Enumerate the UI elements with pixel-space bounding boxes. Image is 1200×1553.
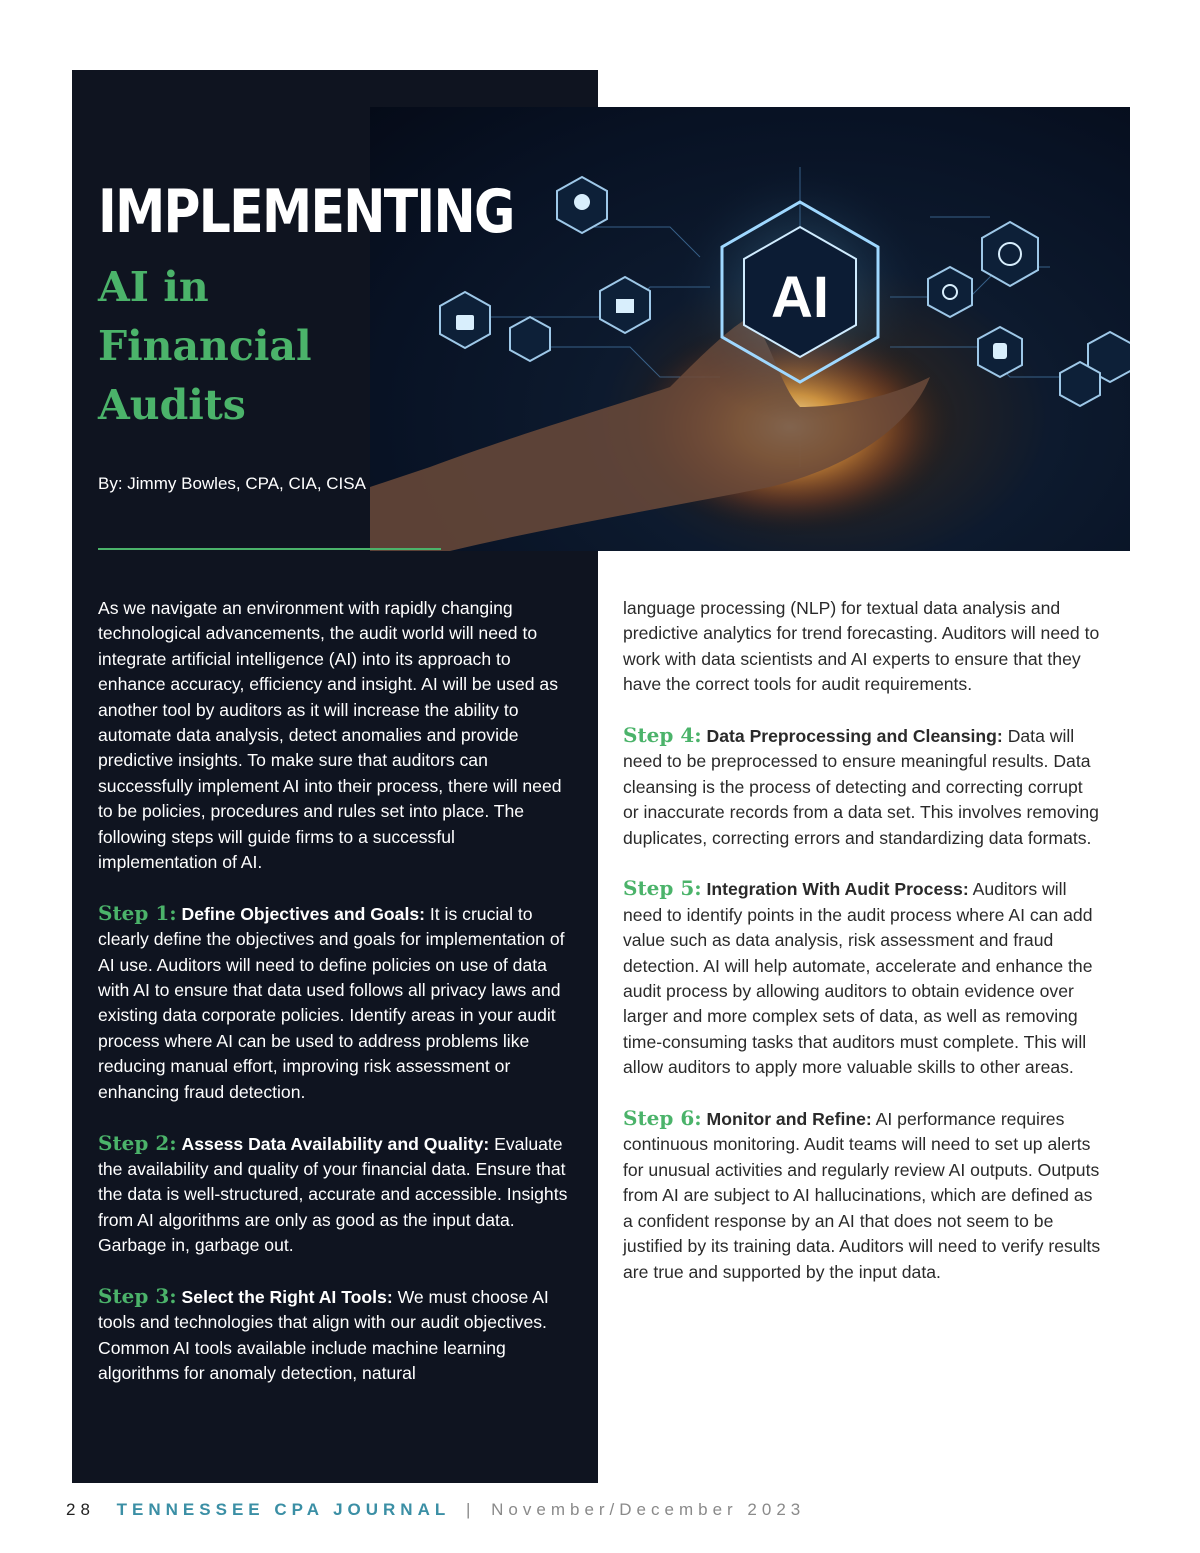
step-label: Step 4: [623, 723, 702, 748]
step-text: AI performance requires continuous monitoring. Audit teams will need to set up alerts for unusual activities and regularly review AI outputs. Outputs from AI are subject to AI hallucinations, which are defined as a confident response by an AI that does not seem to be justified by its training data. Auditors will need to verify results are true and supported by the input data. [623, 1109, 1101, 1282]
step-text: We must choose AI tools and technologies that align with our audit objectives. Common AI tools available include machine learning algorithms for anomaly detection, natural [98, 1286, 549, 1384]
page-footer [66, 1500, 805, 1520]
step-paragraph [623, 723, 1103, 851]
title-word: Audits [98, 381, 246, 429]
step-heading: Define Objectives and Goals: [181, 903, 425, 924]
step3-continued: language processing (NLP) for textual data analysis and predictive analytics for trend forecasting. Auditors will need to work with data scientists and AI experts to ensure that they have the correct tools for audit requirements. [623, 598, 1100, 695]
ai-circuit-illustration [370, 107, 1130, 551]
title-divider [98, 548, 441, 550]
ai-badge-text: AI [771, 265, 829, 330]
step-heading: Data Preprocessing and Cleansing: [706, 726, 1003, 747]
issue-date: November/December 2023 [491, 1500, 806, 1519]
step-heading: Monitor and Refine: [706, 1109, 872, 1130]
step-paragraph [98, 901, 578, 1105]
step-text: Evaluate the availability and quality of your financial data. Ensure that the data is well-structured, accurate and accessible. Insights from AI algorithms are only as good as the input data. Garbage in, garbage out. [98, 1133, 568, 1256]
step-heading: Integration With Audit Process: [706, 879, 969, 900]
step-heading: Select the Right AI Tools: [181, 1286, 393, 1307]
page-number: 28 [66, 1500, 95, 1519]
right-column [623, 596, 1103, 1310]
step-label: Step 6: [623, 1106, 702, 1131]
hero-image [370, 107, 1130, 551]
chart-icon [1060, 362, 1100, 406]
intro-paragraph: As we navigate an environment with rapidly changing technological advancements, the audit world will need to integrate artificial intelligence (AI) into its approach to enhance accuracy, efficiency and insight. AI will be used as another tool by auditors as it will increase the ability to automate data analysis, detect anomalies and provide predictive insights. To make sure that auditors can successfully implement AI into their process, there will need to be policies, procedures and rules set into place. The following steps will guide firms to a successful implementation of AI. [98, 598, 562, 873]
article-title-line1: IMPLEMENTING [98, 177, 514, 247]
footer-separator: | [465, 1500, 476, 1519]
step-paragraph [98, 1284, 578, 1387]
author-byline: By: Jimmy Bowles, CPA, CIA, CISA [98, 474, 366, 493]
step-heading: Assess Data Availability and Quality: [181, 1133, 490, 1154]
left-column [98, 596, 578, 1412]
step-label: Step 5: [623, 876, 702, 901]
title-word: Financial [98, 322, 312, 370]
step-paragraph [98, 1131, 578, 1259]
title-word: AI in [98, 263, 209, 311]
step-text: Data will need to be preprocessed to ensure meaningful results. Data cleansing is the process of detecting and correcting corrupt or inaccurate records from a data set. This involves removing duplicates, correcting errors and standardizing data formats. [623, 726, 1099, 848]
step-text: Auditors will need to identify points in the audit process where AI can add value such as data analysis, risk assessment and fraud detection. AI will help automate, accelerate and enhance the audit process by allowing auditors to obtain evidence over larger and more complex sets of data, as well as removing time-consuming tasks that auditors must complete. This will allow auditors to apply more valuable skills to other areas. [623, 879, 1093, 1078]
step-paragraph [623, 1106, 1103, 1285]
step-paragraph [623, 876, 1103, 1080]
handshake-icon [510, 317, 550, 361]
step-label: Step 1: [98, 900, 177, 925]
target-icon [928, 267, 972, 317]
step-label: Step 3: [98, 1283, 177, 1308]
journal-name: TENNESSEE CPA JOURNAL [116, 1500, 451, 1519]
article-title-line2 [98, 258, 312, 435]
step-label: Step 2: [98, 1130, 177, 1155]
step-text: It is crucial to clearly define the objectives and goals for implementation of AI use. Auditors will need to define policies on use of data with AI to ensure that data used follows all privacy laws and existing data corporate policies. Identify areas in your audit process where AI can be used to address problems like reducing manual effort, improving risk assessment or enhancing fraud detection. [98, 903, 565, 1102]
